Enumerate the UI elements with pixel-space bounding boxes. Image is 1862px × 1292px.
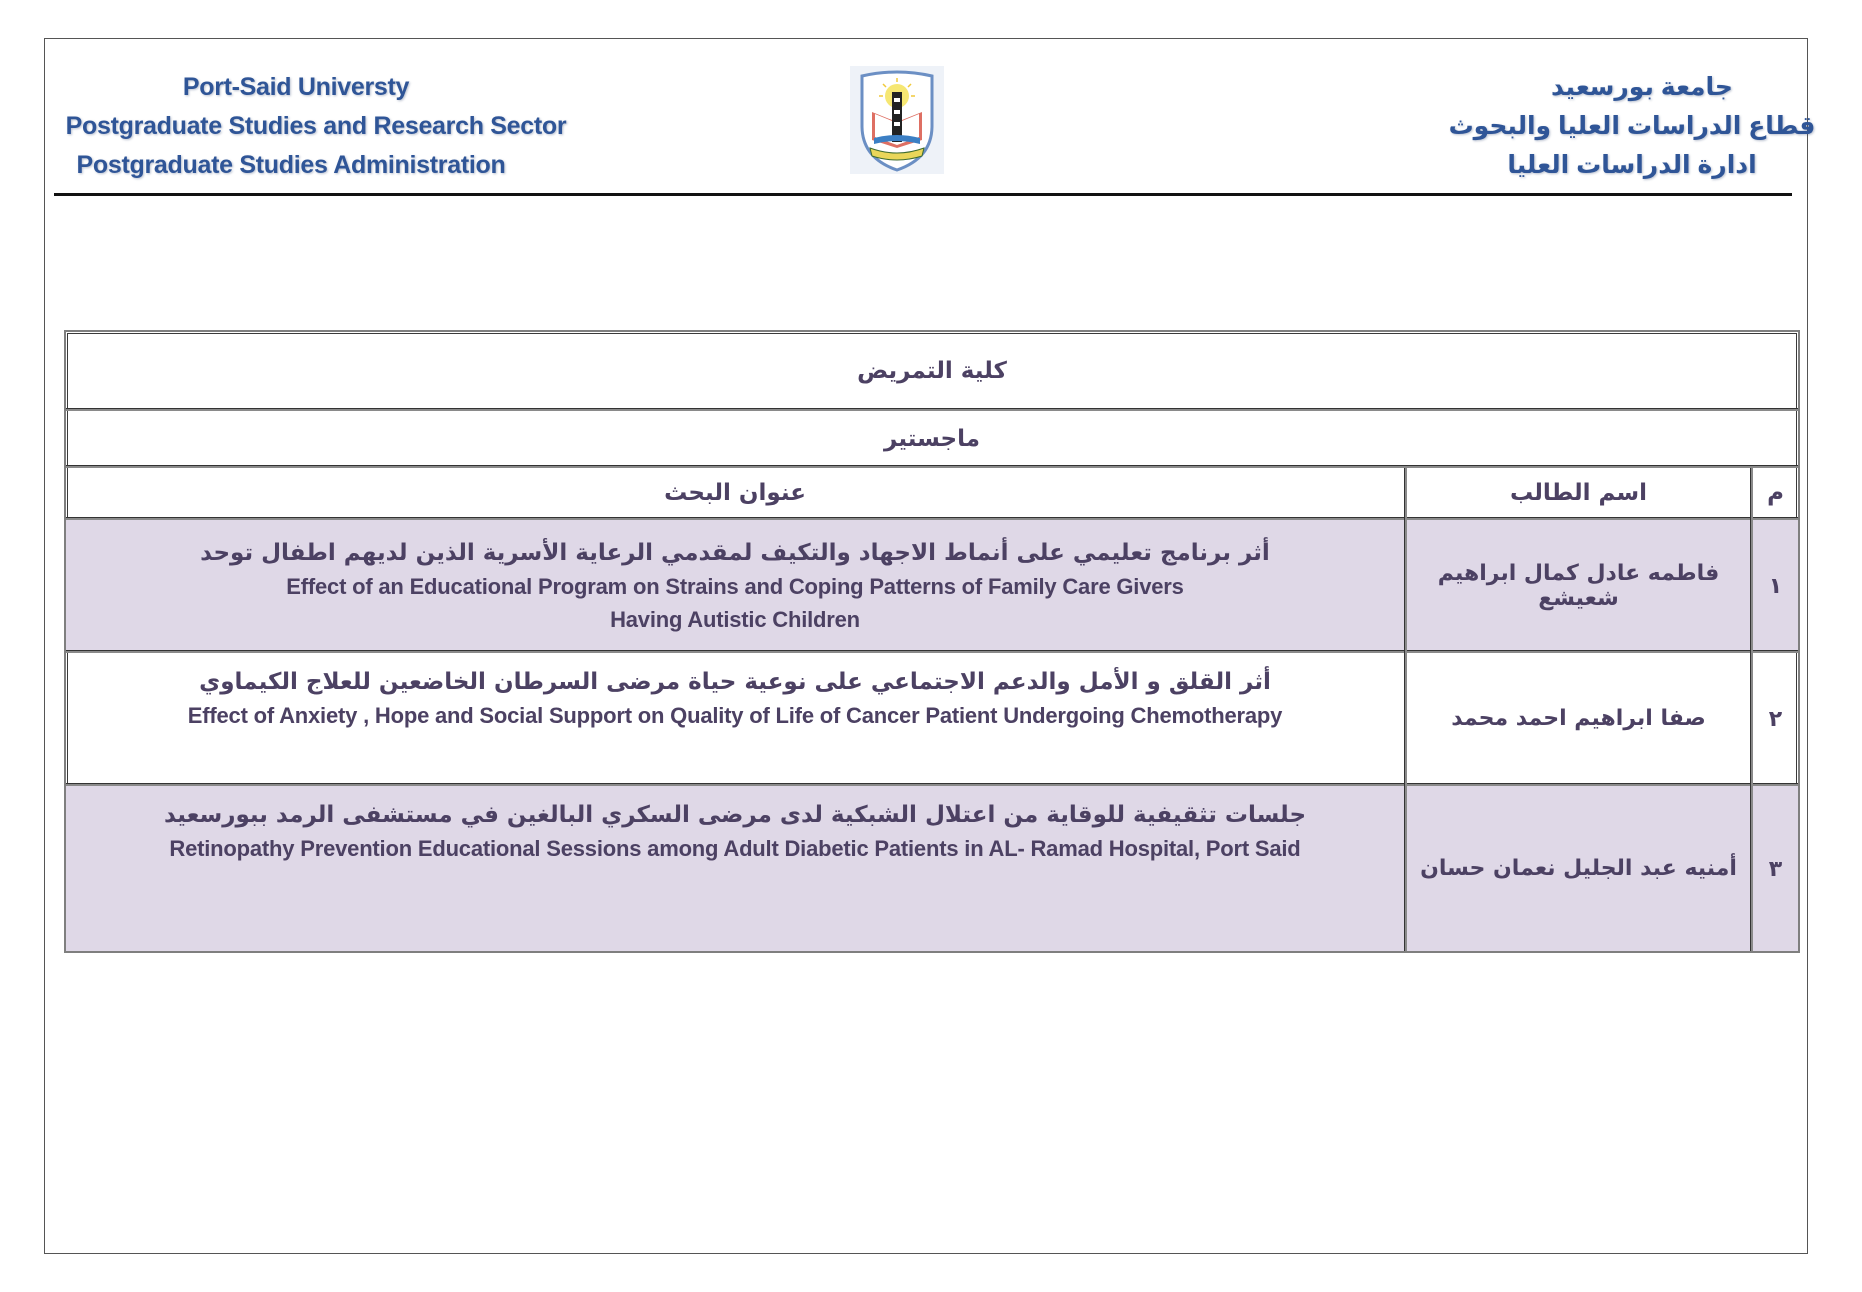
degree-row bbox=[66, 411, 1798, 467]
column-header-student-name: اسم الطالب bbox=[1509, 480, 1648, 506]
research-title-stack bbox=[164, 798, 1306, 865]
administration-name-ar: ادارة الدراسات العليا bbox=[1507, 151, 1757, 179]
faculty-title: كلية التمريض bbox=[857, 357, 1007, 384]
research-title-cell bbox=[66, 653, 1404, 784]
faculty-row bbox=[66, 332, 1798, 409]
student-name-cell: أمنيه عبد الجليل نعمان حسان bbox=[1420, 856, 1737, 881]
column-header-research-title: عنوان البحث bbox=[664, 480, 806, 506]
row-number-cell: ٣ bbox=[1768, 855, 1783, 881]
table-row bbox=[66, 786, 1798, 951]
degree-title: ماجستير bbox=[884, 426, 980, 452]
header-english bbox=[56, 68, 576, 185]
sector-name-en: Postgraduate Studies and Research Sector bbox=[65, 112, 567, 140]
research-table bbox=[64, 330, 1800, 953]
university-name-en: Port-Said Universty bbox=[182, 73, 410, 101]
research-title-cell bbox=[66, 520, 1404, 651]
research-title-english-line: Having Autistic Children bbox=[610, 606, 860, 632]
research-title-stack bbox=[200, 536, 1270, 636]
research-title-stack bbox=[188, 665, 1282, 732]
crest-graphic bbox=[850, 66, 944, 174]
research-title-arabic: جلسات تثقيفية للوقاية من اعتلال الشبكية لدى مرضى السكري البالغين في مستشفى الرمد ببورسعيد bbox=[163, 802, 1307, 828]
header-arabic bbox=[1442, 68, 1816, 185]
administration-name-en: Postgraduate Studies Administration bbox=[76, 151, 506, 179]
student-name-cell: فاطمه عادل كمال ابراهيم شعيشع bbox=[1437, 560, 1720, 611]
column-divider bbox=[1750, 468, 1753, 951]
university-name-ar: جامعة بورسعيد bbox=[1551, 73, 1733, 101]
row-number-cell: ٢ bbox=[1768, 705, 1783, 731]
research-title-cell bbox=[66, 786, 1404, 951]
table-row bbox=[66, 653, 1798, 784]
table-row bbox=[66, 520, 1798, 651]
column-divider bbox=[1404, 468, 1407, 951]
research-title-english-line: Retinopathy Prevention Educational Sessions among Adult Diabetic Patients in AL- Ramad Hospital, Port Said bbox=[169, 836, 1301, 861]
research-title-arabic: أثر القلق و الأمل والدعم الاجتماعي على نوعية حياة مرضى السرطان الخاضعين للعلاج الكيماوي bbox=[199, 669, 1271, 695]
header-divider bbox=[54, 193, 1792, 196]
research-title-arabic: أثر برنامج تعليمي على أنماط الاجهاد والتكيف لمقدمي الرعاية الأسرية الذين لديهم اطفال توحد bbox=[200, 539, 1270, 566]
column-header-number: م bbox=[1767, 480, 1784, 506]
research-title-english-line: Effect of an Educational Program on Strains and Coping Patterns of Family Care Givers bbox=[286, 573, 1184, 599]
column-header-row bbox=[66, 468, 1798, 518]
research-title-english-line: Effect of Anxiety , Hope and Social Support on Quality of Life of Cancer Patient Undergoing Chemotherapy bbox=[187, 703, 1283, 728]
row-number-cell: ١ bbox=[1768, 572, 1783, 598]
sector-name-ar: قطاع الدراسات العليا والبحوث bbox=[1448, 112, 1816, 140]
student-name-cell: صفا ابراهيم احمد محمد bbox=[1451, 706, 1706, 731]
university-crest-icon bbox=[850, 66, 944, 174]
